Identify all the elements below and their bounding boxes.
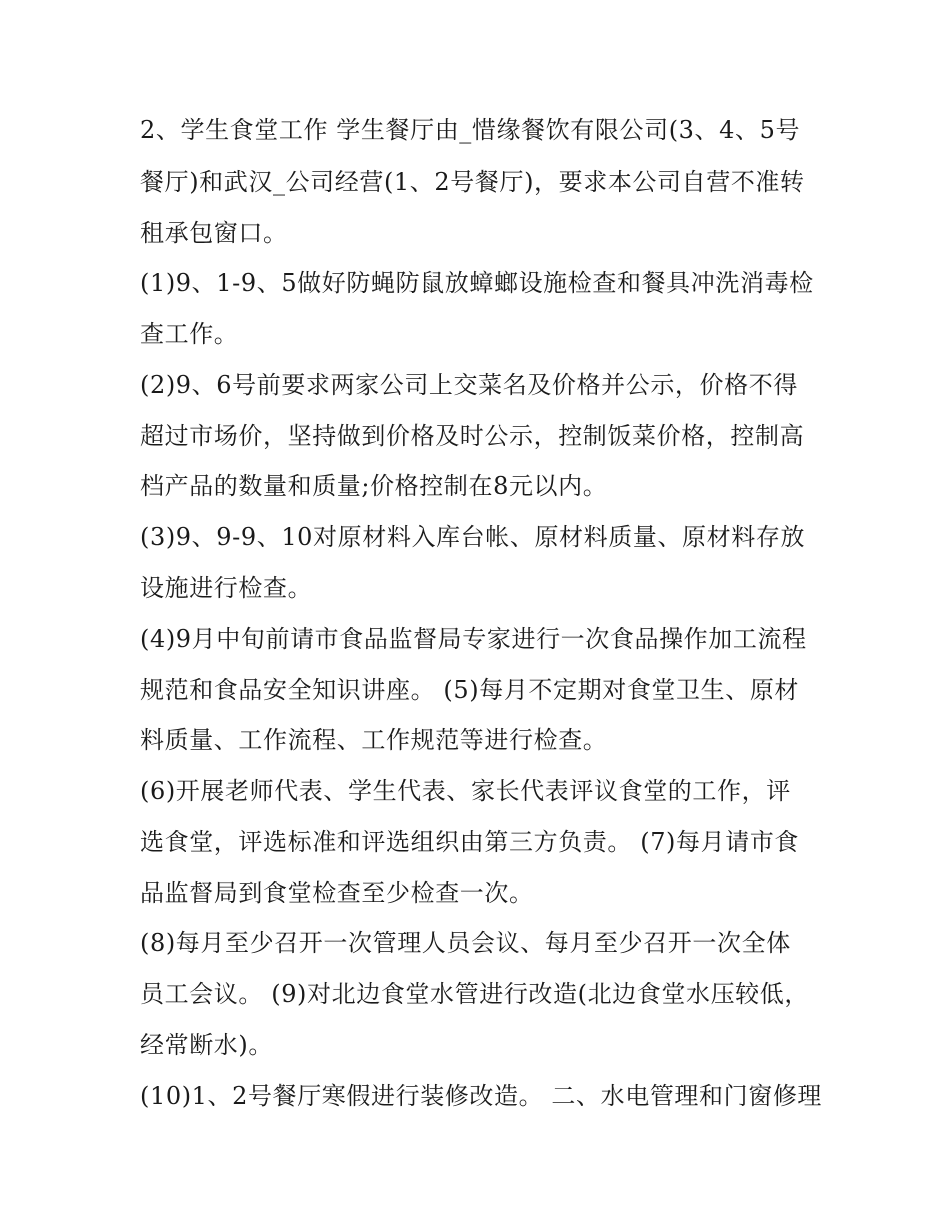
text-line: 超过市场价，坚持做到价格及时公示，控制饭菜价格，控制高 [140,422,805,450]
text-line: (10)1、2号餐厅寒假进行装修改造。 二、水电管理和门窗修理 [140,1082,823,1110]
text-line: 品监督局到食堂检查至少检查一次。 [140,879,534,907]
text-line: 经常断水)。 [140,1031,273,1059]
text-line: 租承包窗口。 [140,219,288,247]
text-line: (2)9、6号前要求两家公司上交菜名及价格并公示，价格不得 [140,371,798,399]
text-line: (8)每月至少召开一次管理人员会议、每月至少召开一次全体 [140,929,791,957]
text-line: (4)9月中旬前请市食品监督局专家进行一次食品操作加工流程 [140,625,807,653]
text-line: 2、学生食堂工作 学生餐厅由_惜缘餐饮有限公司(3、4、5号 [140,116,801,144]
text-line: 员工会议。 (9)对北边食堂水管进行改造(北边食堂水压较低， [140,980,809,1008]
text-line: 查工作。 [140,320,239,348]
text-line: 设施进行检查。 [140,574,313,602]
text-line: 料质量、工作流程、工作规范等进行检查。 [140,726,608,754]
text-line: (3)9、9-9、10对原材料入库台帐、原材料质量、原材料存放 [140,523,806,551]
text-line: (6)开展老师代表、学生代表、家长代表评议食堂的工作，评 [140,777,791,805]
text-line: 选食堂，评选标准和评选组织由第三方负责。 (7)每月请市食 [140,828,800,856]
text-line: 规范和食品安全知识讲座。 (5)每月不定期对食堂卫生、原材 [140,676,800,704]
text-line: 档产品的数量和质量;价格控制在8元以内。 [140,472,608,500]
text-line: (1)9、1-9、5做好防蝇防鼠放蟑螂设施检查和餐具冲洗消毒检 [140,269,814,297]
text-line: 餐厅)和武汉_公司经营(1、2号餐厅)，要求本公司自营不准转 [140,168,805,196]
